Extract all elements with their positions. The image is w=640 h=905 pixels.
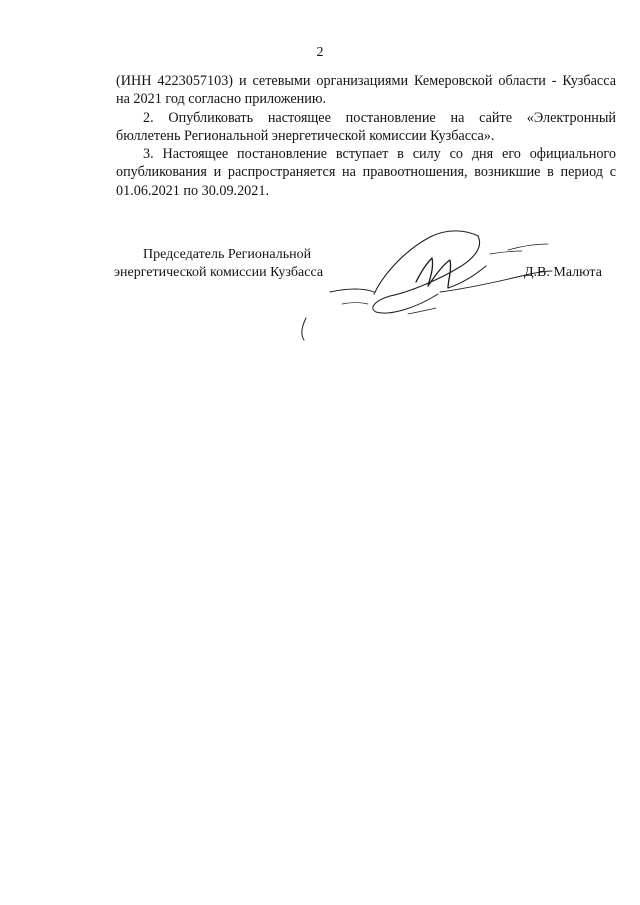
signature-stroke (302, 318, 306, 340)
signature-stroke (416, 258, 451, 288)
signature-stroke (390, 236, 480, 296)
signature-stroke (342, 303, 368, 305)
text-line: опубликования и распространяется на правоотношения, возникшие в период с (116, 164, 616, 181)
paragraph-3 (116, 145, 616, 200)
signatory-title-line1: Председатель Региональной (143, 247, 312, 262)
text-line: 3. Настоящее постановление вступает в силу со дня его официального (143, 146, 616, 163)
handwritten-signature (290, 222, 570, 347)
page-number: 2 (316, 45, 324, 60)
paragraph-continuation (116, 72, 616, 109)
signature-stroke (490, 251, 522, 254)
signatory-name: Д.В. Малюта (524, 265, 602, 280)
signature-stroke (408, 308, 436, 314)
signature-stroke (330, 289, 374, 292)
text-line: (ИНН 4223057103) и сетевыми организациями Кемеровской области - Кузбасса (116, 73, 616, 89)
document-body (116, 72, 616, 200)
paragraph-2 (116, 109, 616, 146)
signature-stroke (373, 294, 438, 313)
text-line: бюллетень Региональной энергетической комиссии Кузбасса». (116, 127, 495, 144)
signatory-title-line2: энергетической комиссии Кузбасса (114, 265, 324, 280)
text-line: на 2021 год согласно приложению. (116, 91, 327, 108)
text-line: 2. Опубликовать настоящее постановление на сайте «Электронный (143, 109, 616, 126)
text-line: 01.06.2021 по 30.09.2021. (116, 182, 270, 199)
signature-stroke (440, 271, 552, 292)
signature-stroke (508, 244, 548, 250)
